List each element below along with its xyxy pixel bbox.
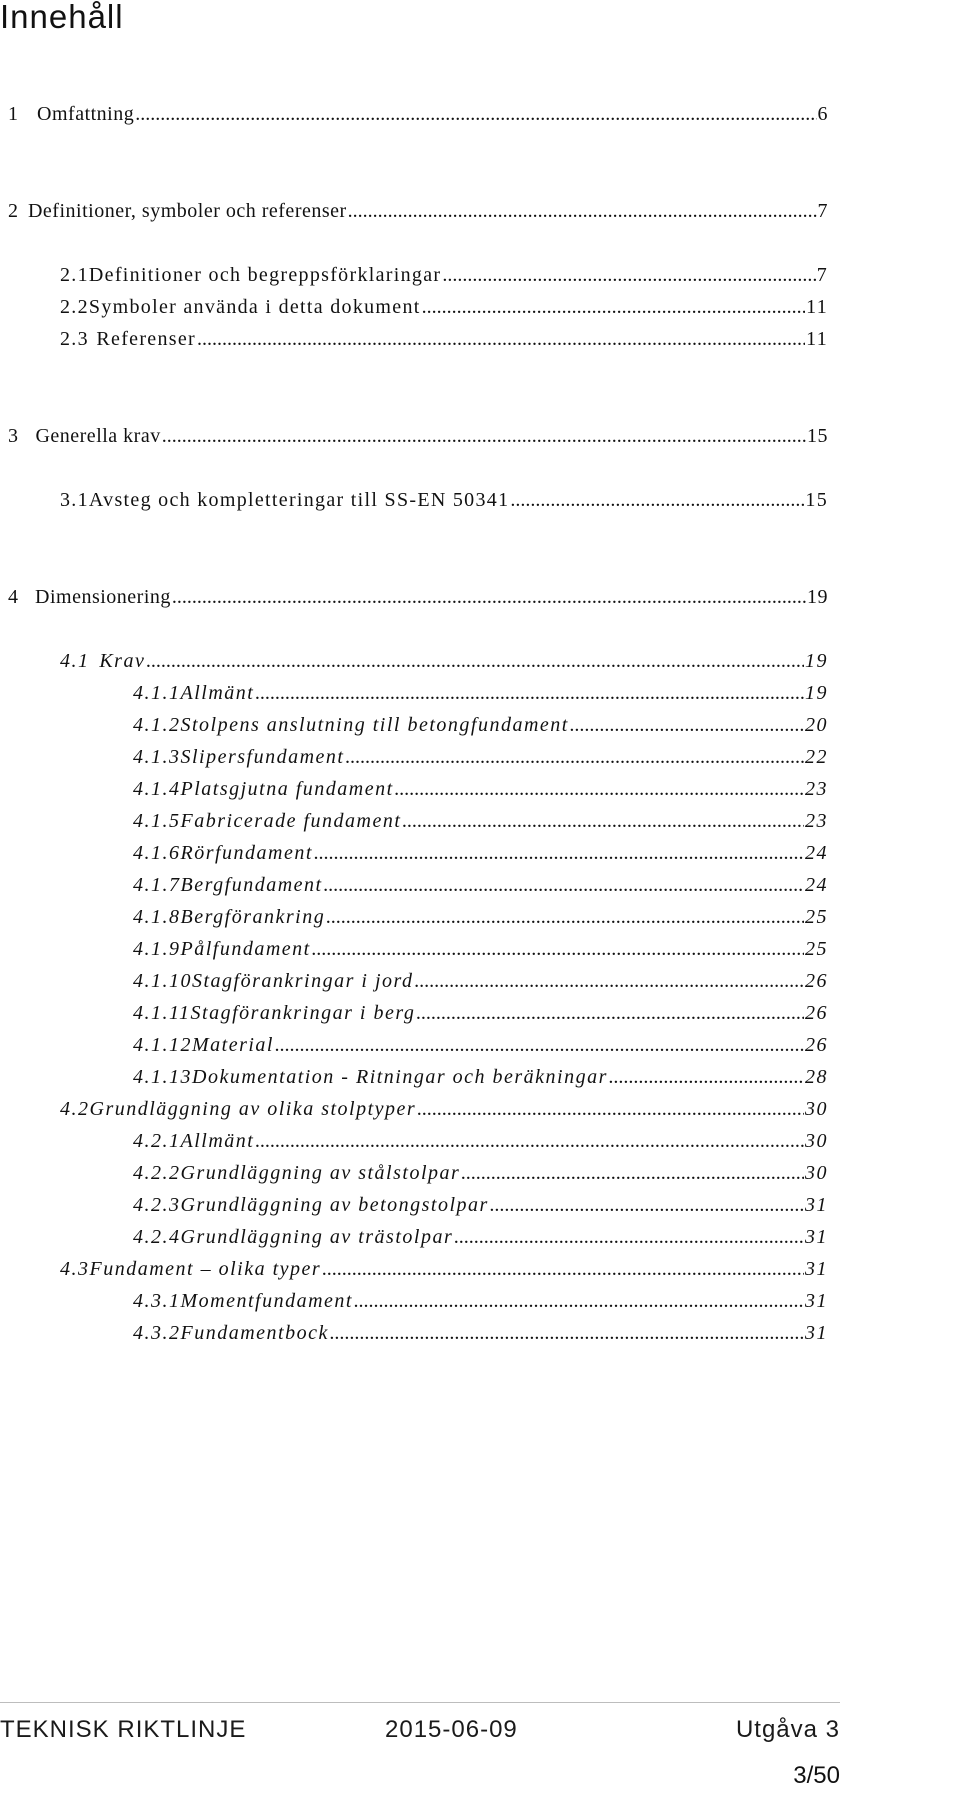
toc-entry-number: 1	[8, 103, 19, 125]
toc-entry-number: 4.2.1	[133, 1130, 181, 1152]
toc-entry-label: Definitioner och begreppsförklaringar	[88, 264, 442, 286]
toc-entry-number: 4.1.11	[133, 1002, 191, 1024]
toc-entry-label: Avsteg och kompletteringar till SS-EN 50341	[88, 489, 510, 511]
toc-dot-leader	[312, 938, 804, 961]
toc-dot-leader	[461, 1162, 804, 1185]
toc-entry-label: Krav	[99, 650, 146, 672]
toc-entry-label: Fundamentbock	[180, 1322, 329, 1344]
footer-document-type: TEKNISK RIKTLINJE	[0, 1716, 247, 1743]
toc-entry[interactable]	[133, 970, 828, 1000]
toc-entry[interactable]	[133, 1194, 828, 1224]
toc-entry-page: 22	[805, 746, 828, 768]
toc-entry-label: Allmänt	[180, 682, 255, 704]
toc-entry-label: Dokumentation - Ritningar och beräkningar	[192, 1066, 608, 1088]
toc-entry-label: Bergfundament	[180, 874, 323, 896]
toc-entry-number: 3.1	[60, 489, 89, 511]
toc-entry[interactable]	[133, 1226, 828, 1256]
toc-entry-label: Bergförankring	[180, 906, 326, 928]
toc-entry-page: 23	[805, 778, 828, 800]
toc-entry[interactable]	[133, 682, 828, 712]
toc-dot-leader	[135, 103, 816, 126]
toc-entry-label: Referenser	[96, 328, 197, 350]
toc-entry[interactable]	[60, 650, 828, 680]
toc-dot-leader	[415, 970, 804, 993]
toc-entry[interactable]	[8, 103, 828, 133]
toc-entry-page: 31	[805, 1322, 828, 1344]
toc-dot-leader	[395, 778, 804, 801]
toc-entry[interactable]	[133, 1290, 828, 1320]
toc-entry-page: 15	[805, 489, 828, 511]
toc-entry-label: Pålfundament	[180, 938, 311, 960]
toc-entry-page: 19	[807, 586, 828, 608]
toc-entry-label: Stagförankringar i berg	[190, 1002, 416, 1024]
toc-entry-page: 24	[805, 842, 828, 864]
toc-dot-leader	[172, 586, 806, 609]
toc-entry-page: 31	[805, 1194, 828, 1216]
toc-entry-number: 2.3	[60, 328, 89, 350]
toc-dot-leader	[346, 746, 805, 769]
toc-entry-page: 15	[807, 425, 828, 447]
toc-dot-leader	[570, 714, 804, 737]
toc-entry-label: Symboler använda i detta dokument	[88, 296, 421, 318]
footer-edition: Utgåva 3	[735, 1716, 840, 1743]
toc-entry-page: 23	[805, 810, 828, 832]
toc-entry-page: 31	[805, 1226, 828, 1248]
toc-dot-leader	[354, 1290, 804, 1313]
toc-entry-number: 4.1.9	[133, 938, 181, 960]
toc-entry-page: 25	[805, 906, 828, 928]
toc-entry-label: Rörfundament	[180, 842, 313, 864]
toc-entry-number: 4.3.1	[133, 1290, 181, 1312]
toc-entry-page: 20	[805, 714, 828, 736]
toc-entry-page: 30	[805, 1098, 828, 1120]
footer-date: 2015-06-09	[385, 1716, 518, 1743]
toc-dot-leader	[417, 1098, 804, 1121]
toc-dot-leader	[322, 1258, 804, 1281]
toc-entry-page: 11	[806, 296, 828, 318]
toc-dot-leader	[510, 489, 804, 512]
toc-dot-leader	[326, 906, 804, 929]
toc-entry[interactable]	[60, 264, 828, 294]
toc-entry-number: 4.1.3	[133, 746, 181, 768]
toc-entry-label: Stagförankringar i jord	[192, 970, 414, 992]
toc-entry-number: 4.2.3	[133, 1194, 181, 1216]
toc-entry-number: 4.3.2	[133, 1322, 181, 1344]
toc-entry[interactable]	[133, 1130, 828, 1160]
toc-dot-leader	[275, 1034, 804, 1057]
page-number: 3/50	[793, 1762, 840, 1789]
toc-entry-page: 31	[805, 1258, 828, 1280]
toc-entry-page: 26	[805, 1034, 828, 1056]
toc-dot-leader	[442, 264, 815, 287]
toc-entry-label: Grundläggning av trästolpar	[180, 1226, 454, 1248]
toc-entry-number: 4.1.2	[133, 714, 181, 736]
toc-entry[interactable]	[60, 1258, 828, 1288]
toc-entry[interactable]	[8, 425, 828, 455]
toc-entry-number: 4.1.5	[133, 810, 181, 832]
toc-entry-label: Material	[192, 1034, 274, 1056]
toc-entry-number: 4.1.1	[133, 682, 181, 704]
toc-dot-leader	[422, 296, 806, 319]
toc-entry[interactable]	[60, 1098, 828, 1128]
toc-entry[interactable]	[60, 489, 828, 519]
toc-entry-number: 4.2.4	[133, 1226, 181, 1248]
toc-entry-label: Grundläggning av olika stolptyper	[89, 1098, 417, 1120]
toc-entry-number: 4.1.6	[133, 842, 181, 864]
toc-dot-leader	[348, 200, 817, 223]
toc-entry-number: 4.1.7	[133, 874, 181, 896]
toc-entry-label: Fabricerade fundament	[180, 810, 402, 832]
toc-entry-page: 7	[817, 200, 828, 222]
toc-entry-number: 4.1.8	[133, 906, 181, 928]
toc-entry[interactable]	[133, 842, 828, 872]
toc-entry-number: 2.1	[60, 264, 89, 286]
toc-entry-number: 4.3	[60, 1258, 90, 1280]
toc-dot-leader	[197, 328, 805, 351]
toc-entry-number: 3	[8, 425, 19, 447]
toc-entry-number: 4.1.4	[133, 778, 181, 800]
toc-entry-page: 19	[805, 650, 828, 672]
toc-entry-label: Allmänt	[180, 1130, 255, 1152]
footer-divider	[0, 1702, 840, 1703]
toc-entry-page: 28	[805, 1066, 828, 1088]
toc-entry-number: 4.1.10	[133, 970, 192, 992]
toc-entry-page: 31	[805, 1290, 828, 1312]
toc-entry[interactable]	[133, 874, 828, 904]
toc-entry-label: Slipersfundament	[180, 746, 345, 768]
toc-entry-page: 25	[805, 938, 828, 960]
toc-dot-leader	[255, 682, 804, 705]
toc-entry-page: 30	[805, 1162, 828, 1184]
toc-dot-leader	[324, 874, 804, 897]
toc-entry-label: Definitioner, symboler och referenser	[27, 200, 347, 222]
toc-entry-number: 4.2	[60, 1098, 90, 1120]
toc-dot-leader	[330, 1322, 804, 1345]
toc-entry[interactable]	[133, 714, 828, 744]
toc-entry[interactable]	[133, 1322, 828, 1352]
toc-entry-label: Stolpens anslutning till betongfundament	[180, 714, 569, 736]
toc-entry[interactable]	[60, 328, 828, 358]
toc-dot-leader	[162, 425, 806, 448]
toc-entry[interactable]	[133, 1162, 828, 1192]
toc-entry-page: 24	[805, 874, 828, 896]
toc-entry-page: 30	[805, 1130, 828, 1152]
toc-entry-label: Momentfundament	[180, 1290, 353, 1312]
toc-entry[interactable]	[133, 938, 828, 968]
toc-entry-page: 6	[817, 103, 828, 125]
toc-entry[interactable]	[133, 906, 828, 936]
toc-entry-label: Generella krav	[35, 425, 161, 447]
toc-entry-number: 4	[8, 586, 19, 608]
toc-entry-label: Grundläggning av stålstolpar	[180, 1162, 461, 1184]
toc-entry-label: Omfattning	[37, 103, 135, 125]
toc-entry[interactable]	[133, 778, 828, 808]
toc-title: Innehåll	[0, 0, 124, 35]
toc-entry-label: Dimensionering	[35, 586, 171, 608]
toc-entry[interactable]	[133, 1034, 828, 1064]
toc-dot-leader	[454, 1226, 804, 1249]
toc-entry[interactable]	[8, 200, 828, 230]
toc-entry[interactable]	[133, 1066, 828, 1096]
toc-entry-number: 2.2	[60, 296, 89, 318]
toc-entry-label: Fundament – olika typer	[89, 1258, 322, 1280]
toc-entry-page: 19	[805, 682, 828, 704]
toc-entry-number: 4.1.13	[133, 1066, 192, 1088]
toc-dot-leader	[416, 1002, 804, 1025]
toc-entry-label: Platsgjutna fundament	[180, 778, 394, 800]
toc-entry[interactable]	[8, 586, 828, 616]
toc-entry-number: 4.2.2	[133, 1162, 181, 1184]
toc-entry-page: 26	[805, 970, 828, 992]
toc-entry-page: 11	[806, 328, 828, 350]
toc-entry[interactable]	[133, 1002, 828, 1032]
toc-dot-leader	[609, 1066, 804, 1089]
toc-entry[interactable]	[133, 810, 828, 840]
toc-dot-leader	[490, 1194, 804, 1217]
toc-entry-number: 2	[8, 200, 19, 222]
toc-entry[interactable]	[133, 746, 828, 776]
toc-entry-page: 7	[816, 264, 828, 286]
toc-entry-label: Grundläggning av betongstolpar	[180, 1194, 489, 1216]
toc-dot-leader	[255, 1130, 804, 1153]
toc-dot-leader	[146, 650, 804, 673]
toc-dot-leader	[314, 842, 804, 865]
toc-entry-number: 4.1	[60, 650, 90, 672]
toc-entry-number: 4.1.12	[133, 1034, 192, 1056]
toc-entry-page: 26	[805, 1002, 828, 1024]
toc-entry[interactable]	[60, 296, 828, 326]
toc-dot-leader	[402, 810, 804, 833]
